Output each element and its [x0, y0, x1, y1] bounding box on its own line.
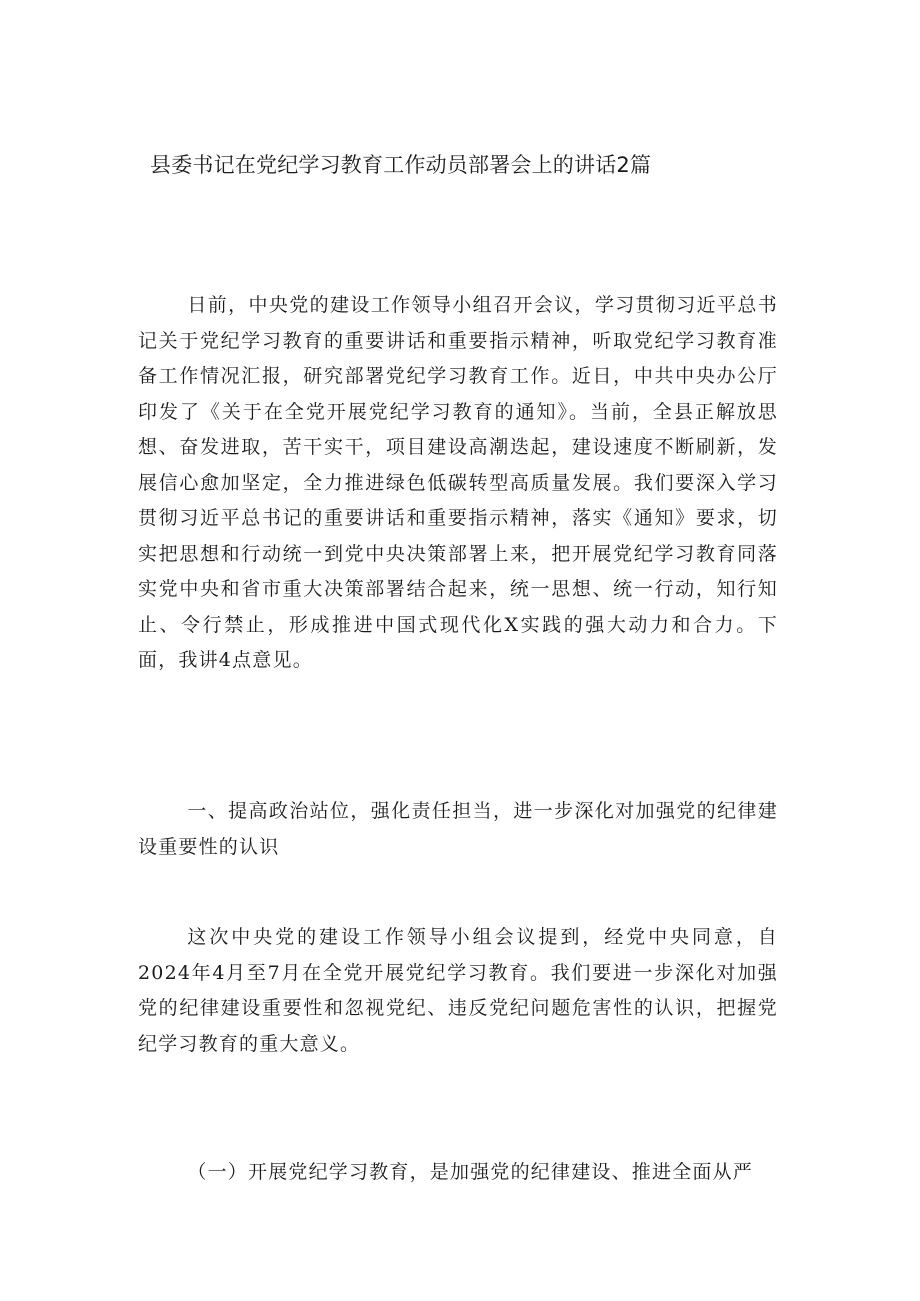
- paragraph-subsection-1: （一）开展党纪学习教育，是加强党的纪律建设、推进全面从严: [187, 1161, 753, 1183]
- section-heading-1: 一、提高政治站位，强化责任担当，进一步深化对加强党的纪律建设重要性的认识: [138, 800, 778, 858]
- paragraph-intro: 日前，中央党的建设工作领导小组召开会议，学习贯彻习近平总书记关于党纪学习教育的重要讲话和重要指示精神，听取党纪学习教育准备工作情况汇报，研究部署党纪学习教育工作。近日，中共中央办公厅印发了《关于在全党开展党纪学习教育的通知》。当前，全县正解放思想、奋发进取，苦干实干，项目建设高潮迭起，建设速度不断刷新，发展信心愈加坚定，全力推进绿色低碳转型高质量发展。我们要深入学习贯彻习近平总书记的重要讲话和重要指示精神，落实《通知》要求，切实把思想和行动统一到党中央决策部署上来，把开展党纪学习教育同落实党中央和省市重大决策部署结合起来，统一思想、统一行动，知行知止、令行禁止，形成推进中国式现代化X实践的强大动力和合力。下面，我讲4点意见。: [138, 294, 778, 671]
- paragraph-section-1: 这次中央党的建设工作领导小组会议提到，经党中央同意，自2024年4月至7月在全党开展党纪学习教育。我们要进一步深化对加强党的纪律建设重要性和忽视党纪、违反党纪问题危害性的认识，把握党纪学习教育的重大意义。: [138, 926, 778, 1055]
- document-title: 县委书记在党纪学习教育工作动员部署会上的讲话2篇: [150, 153, 652, 177]
